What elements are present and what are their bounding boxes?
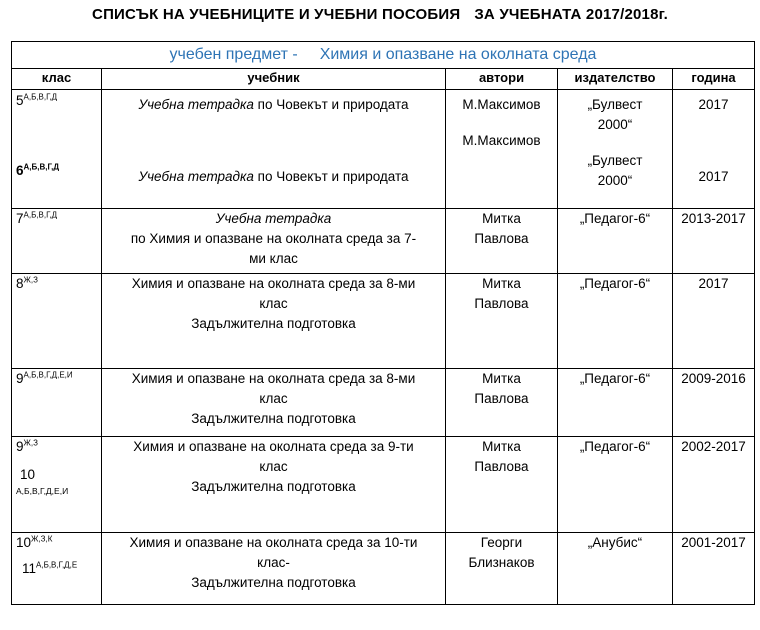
book-cell: Учебна тетрадка по Химия и опазване на околната среда за 7- ми клас: [102, 209, 446, 274]
publisher-cell: „Педагог-6“: [558, 274, 673, 369]
table-row: [12, 209, 755, 274]
year-cell: 2017: [673, 274, 755, 369]
header-avtori: автори: [446, 69, 558, 90]
publisher-cell: „Анубис“: [558, 533, 673, 605]
year-cell: 2013-2017: [673, 209, 755, 274]
header-uchebnik: учебник: [102, 69, 446, 90]
subject-label: учебен предмет -: [169, 46, 298, 63]
book-cell: Учебна тетрадка по Човекът и природата Учебна тетрадка по Човекът и природата: [102, 90, 446, 209]
table-row: [12, 369, 755, 437]
header-row: [12, 69, 755, 90]
klas-cell: $9^{Ж,З}$ 10 А,Б,В,Г,Д,Е,И: [12, 437, 102, 533]
book-cell: Химия и опазване на околната среда за 9-ти клас Задължителна подготовка: [102, 437, 446, 533]
year-cell: 2001-2017: [673, 533, 755, 605]
klas-cell: $5^{А,Б,В,Г,Д}$ $6^{А,Б,В,Г,Д}$: [12, 90, 102, 209]
publisher-cell: „Педагог-6“: [558, 209, 673, 274]
header-izdatelstvo: издателство: [558, 69, 673, 90]
klas-cell: $9^{А,Б,В,Г,Д,Е,И}$: [12, 369, 102, 437]
header-klas: клас: [12, 69, 102, 90]
author-cell: Митка Павлова: [446, 437, 558, 533]
author-cell: Митка Павлова: [446, 369, 558, 437]
author-cell: Митка Павлова: [446, 209, 558, 274]
table-row: [12, 533, 755, 605]
klas-cell: $8^{Ж,З}$: [12, 274, 102, 369]
book-cell: Химия и опазване на околната среда за 8-ми клас Задължителна подготовка: [102, 369, 446, 437]
publisher-cell: „Булвест 2000“ „Булвест 2000“: [558, 90, 673, 209]
author-cell: Георги Близнаков: [446, 533, 558, 605]
klas-cell: $10^{Ж,З,К}$ $11^{А,Б,В,Г,Д,Е}$: [12, 533, 102, 605]
header-godina: година: [673, 69, 755, 90]
textbook-table: [11, 41, 755, 605]
author-cell: Митка Павлова: [446, 274, 558, 369]
year-cell: 2017 2017: [673, 90, 755, 209]
year-cell: 2009-2016: [673, 369, 755, 437]
publisher-cell: „Педагог-6“: [558, 369, 673, 437]
author-cell: М.Максимов М.Максимов: [446, 90, 558, 209]
klas-cell: $7^{А,Б,В,Г,Д}$: [12, 209, 102, 274]
page-title: [0, 6, 760, 23]
year-cell: 2002-2017: [673, 437, 755, 533]
title-part1: СПИСЪК НА УЧЕБНИЦИТЕ И УЧЕБНИ ПОСОБИЯ: [92, 6, 461, 23]
table-row: [12, 274, 755, 369]
table-row: [12, 90, 755, 209]
book-cell: Химия и опазване на околната среда за 10-ти клас- Задължителна подготовка: [102, 533, 446, 605]
subject-row: [12, 42, 755, 69]
title-part2: ЗА УЧЕБНАТА 2017/2018г.: [474, 6, 668, 23]
table-row: [12, 437, 755, 533]
subject-cell: [12, 42, 755, 69]
publisher-cell: „Педагог-6“: [558, 437, 673, 533]
subject-name: Химия и опазване на околната среда: [319, 46, 597, 63]
book-cell: Химия и опазване на околната среда за 8-ми клас Задължителна подготовка: [102, 274, 446, 369]
